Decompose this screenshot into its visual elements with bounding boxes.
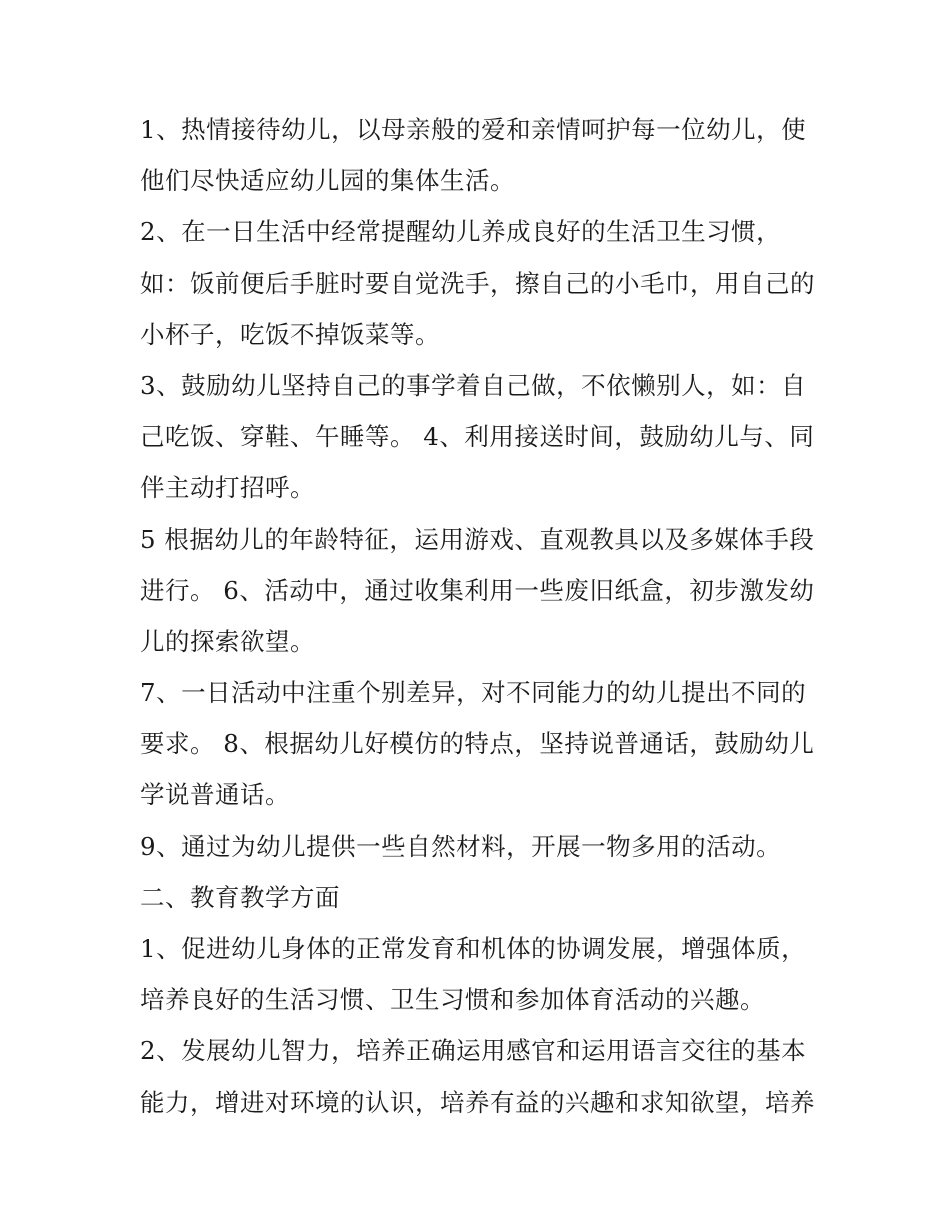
text-line: 1、热情接待幼儿，以母亲般的爱和亲情呵护每一位幼儿，使 xyxy=(140,115,807,144)
text-line: 1、促进幼儿身体的正常发育和机体的协调发展，增强体质， xyxy=(140,934,807,963)
text-line: 2、发展幼儿智力，培养正确运用感官和运用语言交往的基本 xyxy=(140,1036,807,1066)
section-heading: 二、教育教学方面 xyxy=(140,882,340,912)
text-line: 进行。 6、活动中，通过收集利用一些废旧纸盒，初步激发幼 xyxy=(140,575,815,605)
text-line: 要求。 8、根据幼儿好模仿的特点，坚持说普通话，鼓励幼儿 xyxy=(140,729,815,759)
text-line: 培养良好的生活习惯、卫生习惯和参加体育活动的兴趣。 xyxy=(140,985,765,1015)
text-line: 伴主动打招呼。 xyxy=(140,473,315,503)
text-line: 学说普通话。 xyxy=(140,780,290,810)
text-line: 如：饭前便后手脏时要自觉洗手，擦自己的小毛巾，用自己的 xyxy=(140,268,815,298)
text-line: 5 根据幼儿的年龄特征，运用游戏、直观教具以及多媒体手段 xyxy=(140,524,815,554)
text-line: 3、鼓励幼儿坚持自己的事学着自己做，不依懒别人，如：自 xyxy=(140,370,807,400)
document-body xyxy=(140,104,830,1128)
text-line: 2、在一日生活中经常提醒幼儿养成良好的生活卫生习惯， xyxy=(140,217,782,247)
text-line: 能力，增进对环境的认识，培养有益的兴趣和求知欲望，培养 xyxy=(140,1087,815,1117)
text-line: 小杯子，吃饭不掉饭菜等。 xyxy=(140,319,440,349)
text-line: 己吃饭、穿鞋、午睡等。 4、利用接送时间，鼓励幼儿与、同 xyxy=(140,422,815,452)
text-line: 儿的探索欲望。 xyxy=(140,626,315,656)
text-line: 9、通过为幼儿提供一些自然材料，开展一物多用的活动。 xyxy=(140,831,782,861)
text-line: 7、一日活动中注重个别差异，对不同能力的幼儿提出不同的 xyxy=(140,678,807,708)
text-line: 他们尽快适应幼儿园的集体生活。 xyxy=(140,166,515,196)
